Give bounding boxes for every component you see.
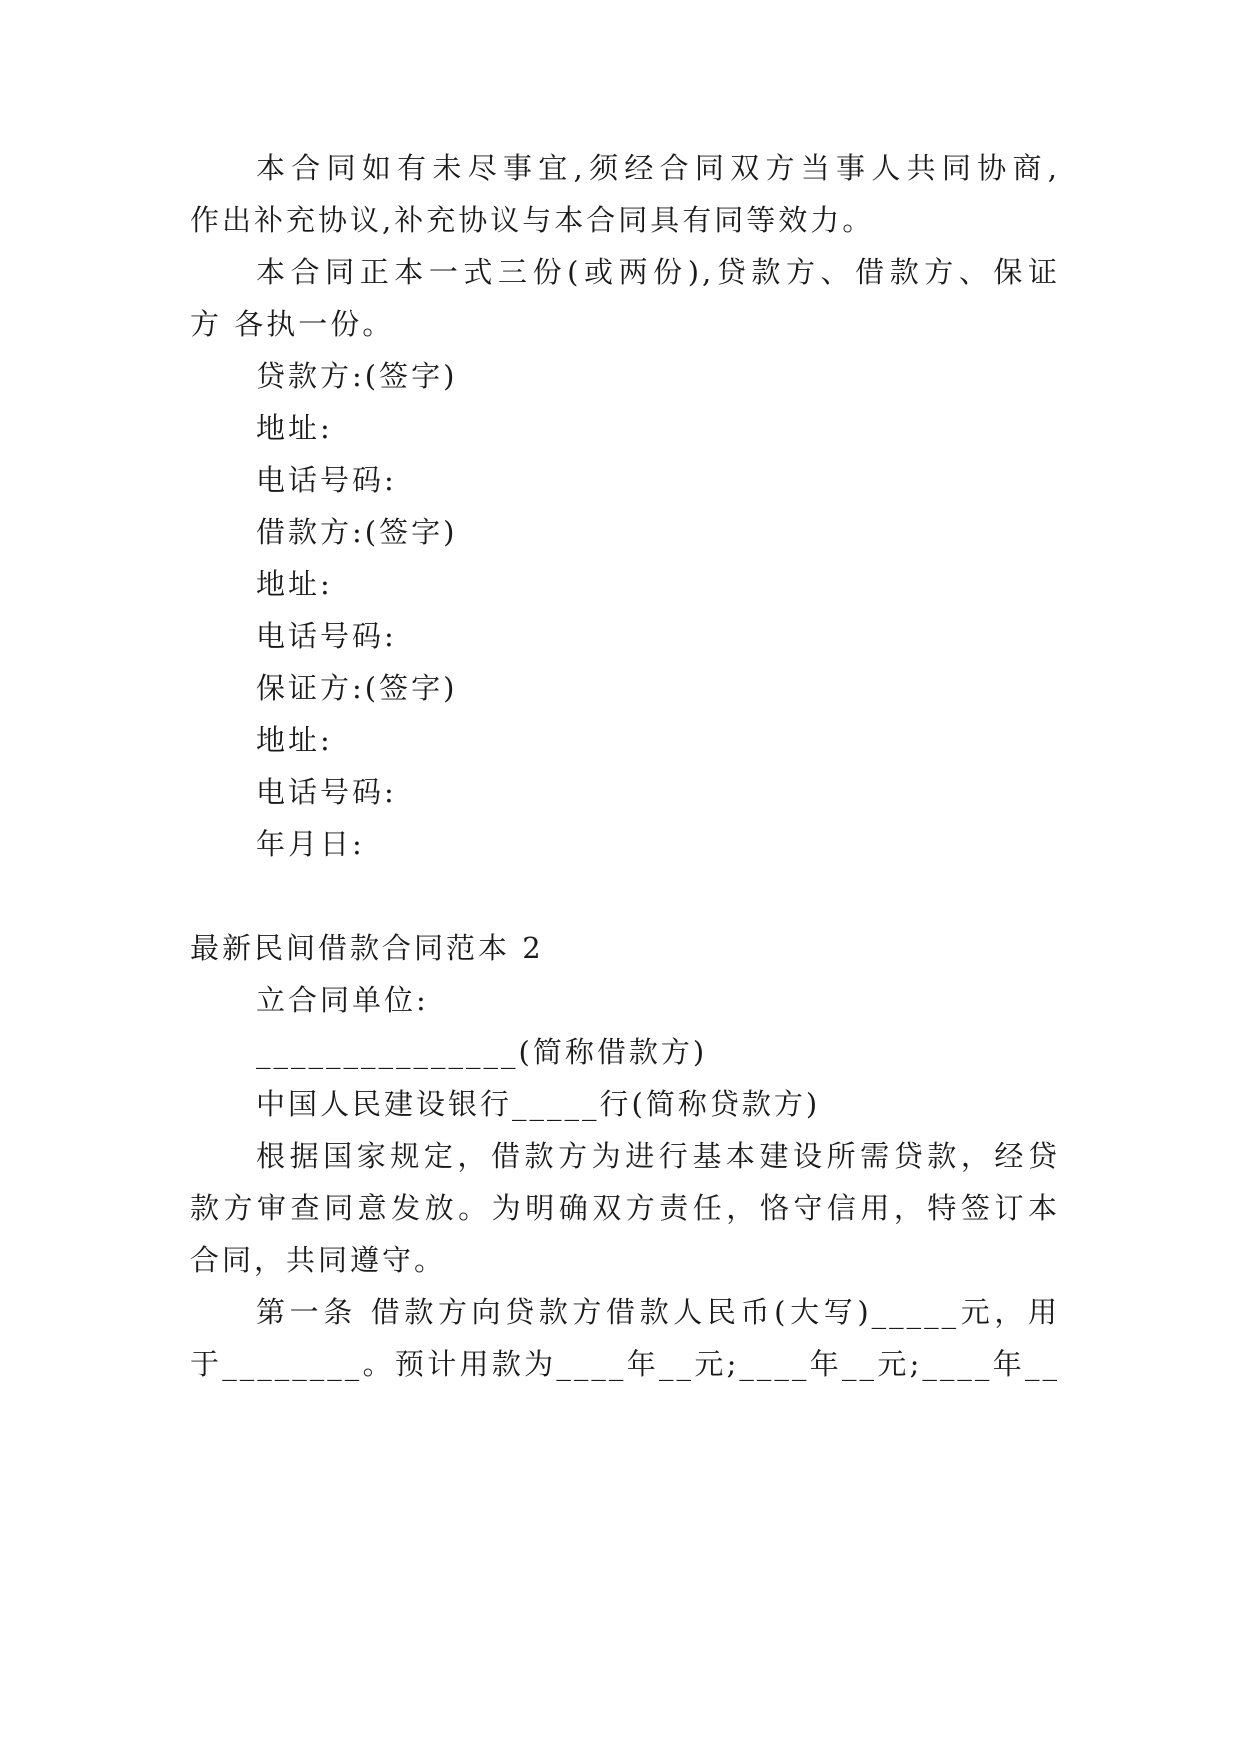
article1-line2: 于________。预计用款为____年__元;____年__元;____年__ — [190, 1347, 1060, 1381]
section-title: 最新民间借款合同范本 2 — [190, 931, 544, 965]
lender-name-line: 中国人民建设银行_____行(简称贷款方) — [256, 1087, 821, 1121]
lender-address: 地址: — [256, 411, 333, 445]
borrower-address: 地址: — [256, 567, 333, 601]
guarantor-phone: 电话号码: — [256, 775, 397, 809]
lender-signature: 贷款方:(签字) — [256, 359, 458, 393]
basis-line3: 合同，共同遵守。 — [190, 1243, 447, 1277]
borrower-name-line: _______________(简称借款方) — [256, 1035, 708, 1069]
borrower-signature: 借款方:(签字) — [256, 515, 458, 549]
basis-line1: 根据国家规定，借款方为进行基本建设所需贷款，经贷 — [256, 1139, 1060, 1173]
article1-line1: 第一条 借款方向贷款方借款人民币(大写)_____元，用 — [256, 1295, 1060, 1329]
guarantor-address: 地址: — [256, 723, 333, 757]
para2-line2: 方 各执一份。 — [190, 307, 395, 341]
para1-line1: 本合同如有未尽事宜,须经合同双方当事人共同协商, — [256, 151, 1060, 185]
lender-phone: 电话号码: — [256, 463, 397, 497]
contract-unit-label: 立合同单位: — [256, 983, 429, 1017]
borrower-phone: 电话号码: — [256, 619, 397, 653]
signature-date: 年月日: — [256, 827, 365, 861]
para2-line1: 本合同正本一式三份(或两份),贷款方、借款方、保证 — [256, 255, 1060, 289]
guarantor-signature: 保证方:(签字) — [256, 671, 458, 705]
para1-line2: 作出补充协议,补充协议与本合同具有同等效力。 — [190, 203, 875, 237]
basis-line2: 款方审查同意发放。为明确双方责任，恪守信用，特签订本 — [190, 1191, 1060, 1225]
